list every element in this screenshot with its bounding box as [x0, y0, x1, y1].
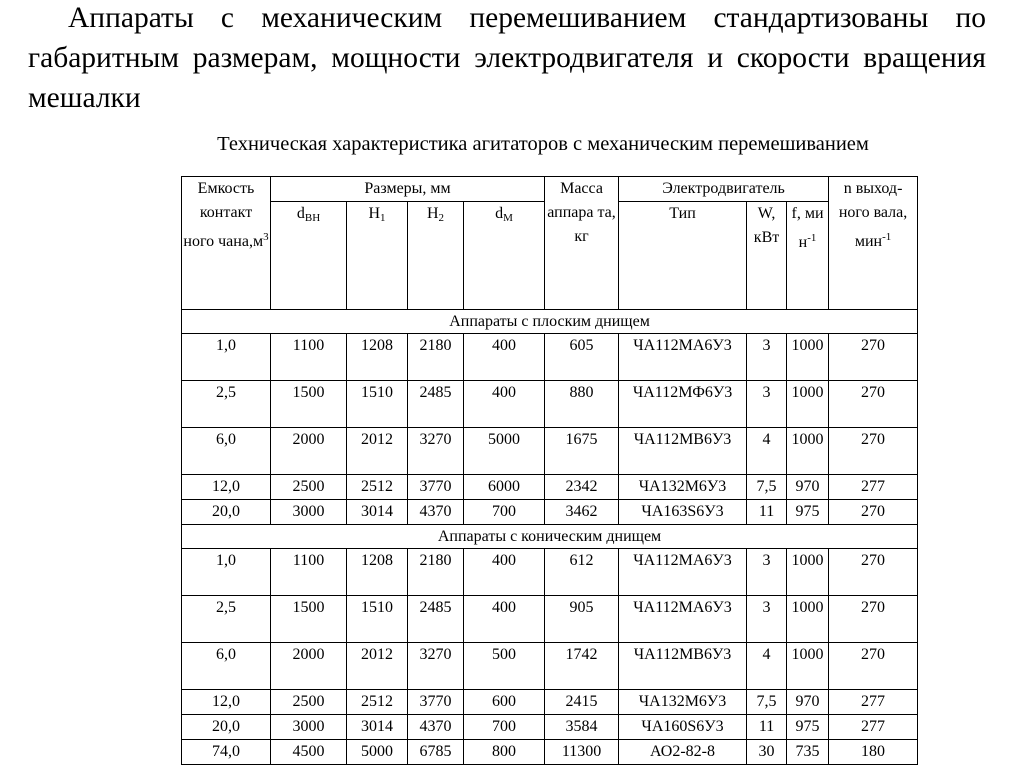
- section-row: [182, 310, 918, 334]
- section-title: Аппараты с коническим днищем: [182, 525, 918, 549]
- cell-capacity: 20,0: [182, 500, 271, 525]
- cell-speed: 270: [829, 500, 918, 525]
- cell-power: 3: [747, 334, 787, 381]
- cell-power: 30: [747, 740, 787, 765]
- cell-freq: 1000: [787, 381, 829, 428]
- spec-table: [181, 176, 918, 765]
- cell-h1: 1208: [347, 334, 408, 381]
- cell-speed: 180: [829, 740, 918, 765]
- intro-text: Аппараты с механическим перемешиванием стандартизованы по габаритным размерам, мощности электродвигателя и скорости вращения мешалки: [28, 2, 986, 114]
- cell-h2: 2180: [408, 334, 464, 381]
- cell-motor-type: ЧА112МА6У3: [619, 549, 747, 596]
- cell-mass: 880: [545, 381, 619, 428]
- cell-power: 7,5: [747, 475, 787, 500]
- cell-h2: 2485: [408, 381, 464, 428]
- cell-mass: 605: [545, 334, 619, 381]
- cell-power: 4: [747, 428, 787, 475]
- header-type: Тип: [619, 202, 747, 310]
- cell-d-m: 500: [464, 643, 545, 690]
- table-body: [182, 310, 918, 765]
- cell-freq: 970: [787, 475, 829, 500]
- cell-h1: 5000: [347, 740, 408, 765]
- table-row: [182, 334, 918, 381]
- cell-capacity: 1,0: [182, 334, 271, 381]
- cell-freq: 975: [787, 500, 829, 525]
- cell-freq: 1000: [787, 596, 829, 643]
- cell-speed: 270: [829, 643, 918, 690]
- cell-mass: 2415: [545, 690, 619, 715]
- header-speed: n выход-ного вала, мин$^{-1}$: [829, 177, 918, 310]
- table-row: [182, 715, 918, 740]
- cell-motor-type: АО2-82-8: [619, 740, 747, 765]
- table-row: [182, 475, 918, 500]
- cell-power: 7,5: [747, 690, 787, 715]
- cell-motor-type: ЧА132М6У3: [619, 475, 747, 500]
- section-row: [182, 525, 918, 549]
- cell-d-vn: 1500: [271, 596, 347, 643]
- header-capacity: Емкость контакт ного $чана,м^3$: [182, 177, 271, 310]
- table-row: [182, 643, 918, 690]
- cell-d-vn: 2000: [271, 428, 347, 475]
- cell-speed: 277: [829, 690, 918, 715]
- cell-h2: 3770: [408, 475, 464, 500]
- header-d-vn: $d_{ВН}$: [271, 202, 347, 310]
- cell-d-m: 400: [464, 596, 545, 643]
- cell-d-m: 600: [464, 690, 545, 715]
- cell-capacity: 6,0: [182, 643, 271, 690]
- cell-h2: 3270: [408, 643, 464, 690]
- cell-d-m: 400: [464, 381, 545, 428]
- cell-mass: 3584: [545, 715, 619, 740]
- cell-power: 4: [747, 643, 787, 690]
- cell-d-vn: 3000: [271, 715, 347, 740]
- cell-h1: 1510: [347, 596, 408, 643]
- cell-freq: 1000: [787, 643, 829, 690]
- cell-motor-type: ЧА112МВ6У3: [619, 643, 747, 690]
- cell-capacity: 12,0: [182, 690, 271, 715]
- cell-h2: 3270: [408, 428, 464, 475]
- header-h2: $H_2$: [408, 202, 464, 310]
- cell-d-vn: 2500: [271, 690, 347, 715]
- cell-d-vn: 2500: [271, 475, 347, 500]
- header-power: W, кВт: [747, 202, 787, 310]
- cell-motor-type: ЧА132М6У3: [619, 690, 747, 715]
- section-title: Аппараты с плоским днищем: [182, 310, 918, 334]
- table-row: [182, 596, 918, 643]
- cell-freq: 975: [787, 715, 829, 740]
- intro-paragraph: [28, 0, 986, 118]
- cell-h1: 2512: [347, 475, 408, 500]
- cell-d-vn: 1500: [271, 381, 347, 428]
- header-d-m: $d_М$: [464, 202, 545, 310]
- header-row-1: [182, 177, 918, 202]
- cell-speed: 270: [829, 381, 918, 428]
- cell-d-m: 400: [464, 334, 545, 381]
- cell-freq: 1000: [787, 334, 829, 381]
- cell-d-m: 5000: [464, 428, 545, 475]
- cell-h1: 2012: [347, 643, 408, 690]
- cell-speed: 270: [829, 334, 918, 381]
- cell-mass: 2342: [545, 475, 619, 500]
- cell-h1: 3014: [347, 715, 408, 740]
- table-row: [182, 428, 918, 475]
- header-h1: $H_1$: [347, 202, 408, 310]
- cell-motor-type: ЧА163S6У3: [619, 500, 747, 525]
- cell-h1: 1510: [347, 381, 408, 428]
- cell-power: 3: [747, 596, 787, 643]
- cell-capacity: 20,0: [182, 715, 271, 740]
- cell-d-vn: 4500: [271, 740, 347, 765]
- cell-mass: 1675: [545, 428, 619, 475]
- cell-d-vn: 1100: [271, 549, 347, 596]
- cell-h2: 4370: [408, 715, 464, 740]
- table-row: [182, 500, 918, 525]
- cell-speed: 277: [829, 715, 918, 740]
- cell-mass: 11300: [545, 740, 619, 765]
- cell-freq: 1000: [787, 428, 829, 475]
- cell-capacity: 74,0: [182, 740, 271, 765]
- cell-speed: 277: [829, 475, 918, 500]
- cell-mass: 1742: [545, 643, 619, 690]
- cell-motor-type: ЧА112МА6У3: [619, 596, 747, 643]
- header-motor: Электродвигатель: [619, 177, 829, 202]
- header-mass: Масса аппара та, кг: [545, 177, 619, 310]
- cell-capacity: 2,5: [182, 381, 271, 428]
- cell-d-vn: 2000: [271, 643, 347, 690]
- cell-freq: 735: [787, 740, 829, 765]
- cell-mass: 3462: [545, 500, 619, 525]
- table-caption: Техническая характеристика агитаторов с механическим перемешиванием: [217, 133, 869, 155]
- cell-h2: 3770: [408, 690, 464, 715]
- cell-speed: 270: [829, 596, 918, 643]
- cell-motor-type: ЧА112МВ6У3: [619, 428, 747, 475]
- cell-d-m: 800: [464, 740, 545, 765]
- cell-d-vn: 3000: [271, 500, 347, 525]
- cell-h1: 1208: [347, 549, 408, 596]
- cell-d-m: 400: [464, 549, 545, 596]
- cell-h1: 2012: [347, 428, 408, 475]
- cell-h2: 2180: [408, 549, 464, 596]
- cell-d-m: 6000: [464, 475, 545, 500]
- cell-h2: 2485: [408, 596, 464, 643]
- cell-d-m: 700: [464, 715, 545, 740]
- cell-speed: 270: [829, 428, 918, 475]
- cell-mass: 905: [545, 596, 619, 643]
- cell-speed: 270: [829, 549, 918, 596]
- cell-freq: 970: [787, 690, 829, 715]
- cell-h1: 2512: [347, 690, 408, 715]
- cell-d-m: 700: [464, 500, 545, 525]
- cell-freq: 1000: [787, 549, 829, 596]
- header-freq: f, ми $н^{-1}$: [787, 202, 829, 310]
- cell-h2: 6785: [408, 740, 464, 765]
- table-row: [182, 381, 918, 428]
- table-row: [182, 740, 918, 765]
- cell-capacity: 6,0: [182, 428, 271, 475]
- cell-motor-type: ЧА160S6У3: [619, 715, 747, 740]
- cell-mass: 612: [545, 549, 619, 596]
- cell-power: 3: [747, 549, 787, 596]
- header-sizes: Размеры, мм: [271, 177, 545, 202]
- cell-power: 3: [747, 381, 787, 428]
- cell-capacity: 1,0: [182, 549, 271, 596]
- cell-capacity: 12,0: [182, 475, 271, 500]
- table-row: [182, 549, 918, 596]
- cell-capacity: 2,5: [182, 596, 271, 643]
- cell-h2: 4370: [408, 500, 464, 525]
- table-row: [182, 690, 918, 715]
- cell-motor-type: ЧА112МА6У3: [619, 334, 747, 381]
- cell-h1: 3014: [347, 500, 408, 525]
- cell-power: 11: [747, 500, 787, 525]
- cell-d-vn: 1100: [271, 334, 347, 381]
- cell-power: 11: [747, 715, 787, 740]
- cell-motor-type: ЧА112МФ6У3: [619, 381, 747, 428]
